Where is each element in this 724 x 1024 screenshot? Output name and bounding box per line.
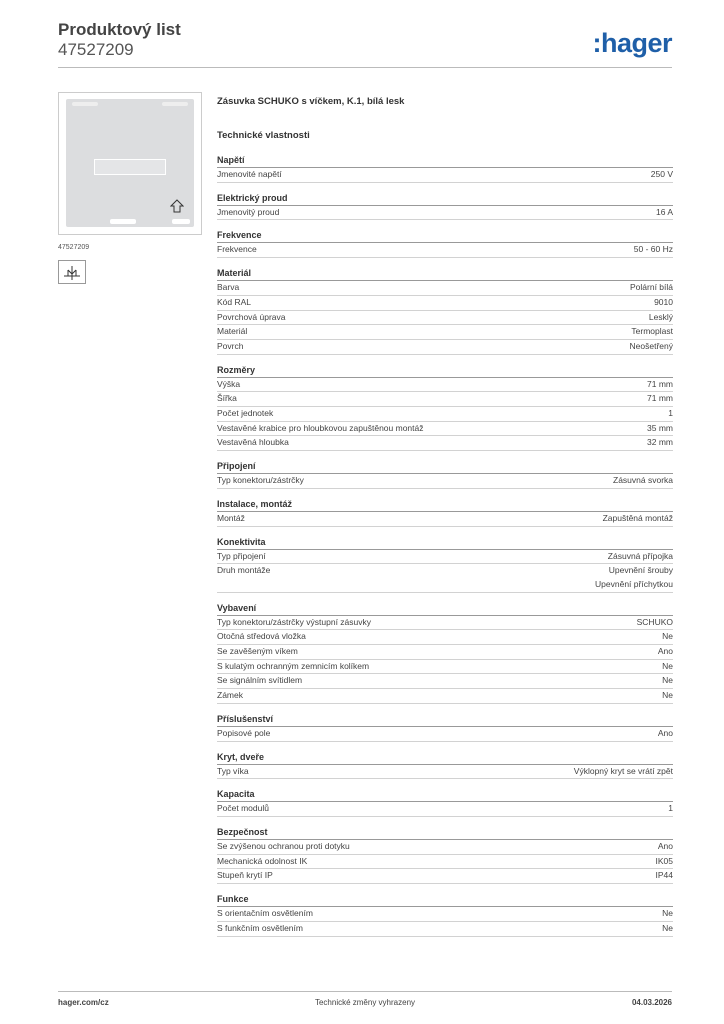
spec-value bbox=[668, 802, 673, 816]
spec-value-line: Ne bbox=[662, 675, 673, 686]
spec-label: Povrchová úprava bbox=[217, 311, 286, 322]
spec-label: Povrch bbox=[217, 340, 244, 351]
spec-value bbox=[647, 392, 673, 406]
arrow-up-icon bbox=[170, 199, 184, 213]
spec-label: Se signálním svítidlem bbox=[217, 675, 303, 686]
spec-label: Vestavěná hloubka bbox=[217, 437, 289, 448]
spec-row bbox=[217, 407, 673, 422]
spec-value-line: 35 mm bbox=[647, 422, 673, 433]
spec-row bbox=[217, 243, 673, 258]
spec-label: S kulatým ochranným zemnicím kolíkem bbox=[217, 660, 370, 671]
spec-group-title: Vybavení bbox=[217, 602, 673, 616]
spec-row bbox=[217, 512, 673, 527]
spec-value bbox=[656, 206, 673, 220]
spec-value-line: 1 bbox=[668, 408, 673, 419]
spec-group-title: Funkce bbox=[217, 893, 673, 907]
spec-value bbox=[595, 564, 673, 591]
spec-row bbox=[217, 727, 673, 742]
spec-group bbox=[217, 602, 673, 704]
spec-value bbox=[656, 869, 674, 883]
spec-row bbox=[217, 616, 673, 631]
spec-value-line: Ne bbox=[662, 690, 673, 701]
spec-label: Jmenovité napětí bbox=[217, 169, 282, 179]
spec-row bbox=[217, 168, 673, 183]
spec-value-line: 9010 bbox=[654, 296, 673, 307]
spec-value bbox=[658, 645, 673, 659]
spec-row bbox=[217, 311, 673, 326]
image-caption: 47527209 bbox=[58, 244, 90, 251]
spec-group bbox=[217, 267, 673, 355]
spec-group bbox=[217, 751, 673, 780]
spec-value bbox=[647, 436, 673, 450]
spec-value-line: 1 bbox=[668, 803, 673, 814]
spec-value-line: Upevnění šrouby bbox=[608, 565, 673, 576]
spec-group-title: Kapacita bbox=[217, 788, 673, 802]
spec-value-line: Neošetřený bbox=[629, 340, 673, 351]
spec-value bbox=[658, 840, 673, 854]
spec-row bbox=[217, 281, 673, 296]
spec-row bbox=[217, 660, 673, 675]
spec-value bbox=[668, 407, 673, 421]
spec-row bbox=[217, 550, 673, 565]
spec-value-line: Termoplast bbox=[631, 326, 673, 337]
spec-value-line: Zásuvná přípojka bbox=[607, 550, 673, 561]
flush-mount-symbol-icon bbox=[58, 260, 86, 284]
spec-value-line: Ne bbox=[662, 922, 673, 933]
spec-value bbox=[662, 689, 673, 703]
spec-label: Šířka bbox=[217, 393, 237, 404]
spec-group bbox=[217, 498, 673, 527]
spec-value-line: Ne bbox=[662, 908, 673, 919]
spec-value bbox=[630, 340, 673, 354]
spec-row bbox=[217, 296, 673, 311]
spec-row bbox=[217, 907, 673, 922]
spec-value-line: Lesklý bbox=[648, 311, 673, 322]
spec-value-line: Ne bbox=[662, 631, 673, 642]
spec-label: Otočná středová vložka bbox=[217, 631, 306, 642]
spec-label: Stupeň krytí IP bbox=[217, 870, 273, 881]
spec-label: Frekvence bbox=[217, 244, 257, 255]
spec-label: Zámek bbox=[217, 690, 243, 701]
spec-label: Jmenovitý proud bbox=[217, 206, 280, 217]
spec-value bbox=[613, 474, 673, 488]
spec-group bbox=[217, 713, 673, 742]
spec-group bbox=[217, 893, 673, 936]
spec-value-line: 71 mm bbox=[647, 393, 673, 404]
spec-group bbox=[217, 364, 673, 452]
footer-website-link[interactable]: hager.com/cz bbox=[58, 998, 109, 1007]
spec-value-line: IK05 bbox=[655, 855, 673, 866]
spec-value bbox=[649, 311, 673, 325]
hager-logo[interactable]: :hager bbox=[592, 28, 672, 58]
spec-value-line: 250 V bbox=[650, 169, 673, 179]
footer-divider bbox=[58, 991, 672, 992]
spec-value bbox=[647, 422, 673, 436]
spec-value-line: IP44 bbox=[655, 870, 673, 881]
spec-group bbox=[217, 536, 673, 593]
spec-row bbox=[217, 630, 673, 645]
spec-label: Typ víka bbox=[217, 765, 249, 776]
spec-row bbox=[217, 765, 673, 780]
spec-content bbox=[217, 96, 673, 946]
spec-group-title: Příslušenství bbox=[217, 713, 673, 727]
spec-value bbox=[608, 550, 673, 564]
header-divider bbox=[58, 67, 672, 68]
spec-group-title: Připojení bbox=[217, 460, 673, 474]
spec-value-line: Zásuvná svorka bbox=[613, 475, 673, 486]
spec-row bbox=[217, 869, 673, 884]
spec-group bbox=[217, 229, 673, 258]
spec-label: Kód RAL bbox=[217, 296, 252, 307]
spec-value bbox=[647, 378, 673, 392]
spec-group-title: Instalace, montáž bbox=[217, 498, 673, 512]
spec-value-line: Zapuštěná montáž bbox=[602, 512, 673, 523]
spec-group-title: Kryt, dveře bbox=[217, 751, 673, 765]
spec-row bbox=[217, 922, 673, 937]
spec-value bbox=[662, 922, 673, 936]
spec-group bbox=[217, 788, 673, 817]
page-title: Produktový list bbox=[58, 20, 181, 39]
spec-label: Počet jednotek bbox=[217, 408, 274, 419]
spec-value bbox=[574, 765, 673, 779]
product-code: 47527209 bbox=[58, 40, 134, 59]
spec-value bbox=[651, 168, 673, 182]
footer-notice: Technické změny vyhrazeny bbox=[314, 998, 416, 1007]
spec-value-line: Ano bbox=[657, 727, 673, 738]
footer-date: 04.03.2026 bbox=[631, 998, 672, 1007]
spec-value-line: Ano bbox=[657, 840, 673, 851]
spec-value bbox=[603, 512, 673, 526]
spec-value bbox=[658, 727, 673, 741]
spec-label: Typ konektoru/zástrčky výstupní zásuvky bbox=[217, 616, 372, 627]
spec-group-title: Konektivita bbox=[217, 536, 673, 550]
spec-row bbox=[217, 392, 673, 407]
spec-value-line: 32 mm bbox=[647, 437, 673, 448]
spec-group-title: Frekvence bbox=[217, 229, 673, 243]
spec-group bbox=[217, 826, 673, 884]
spec-row bbox=[217, 855, 673, 870]
spec-label: Se zvýšenou ochranou proti dotyku bbox=[217, 840, 350, 851]
page-header bbox=[58, 20, 181, 60]
spec-value bbox=[656, 855, 674, 869]
spec-value-line: SCHUKO bbox=[636, 616, 673, 627]
spec-row bbox=[217, 645, 673, 660]
spec-group-title: Materiál bbox=[217, 267, 673, 281]
section-title: Technické vlastnosti bbox=[217, 130, 310, 141]
spec-value bbox=[662, 660, 673, 674]
spec-value-line: 16 A bbox=[655, 206, 673, 217]
spec-label: Materiál bbox=[217, 326, 248, 337]
spec-label: Barva bbox=[217, 282, 240, 293]
spec-label: Mechanická odolnost IK bbox=[217, 855, 308, 866]
spec-value-line: 71 mm bbox=[647, 378, 673, 389]
spec-value-line: Ano bbox=[657, 646, 673, 657]
spec-row bbox=[217, 422, 673, 437]
spec-group bbox=[217, 154, 673, 183]
spec-value-line: Upevnění příchytkou bbox=[595, 578, 673, 589]
spec-value-line: Výklopný kryt se vrátí zpět bbox=[573, 765, 673, 776]
spec-label: Počet modulů bbox=[217, 803, 269, 814]
spec-value bbox=[631, 325, 673, 339]
spec-label: Typ připojení bbox=[217, 550, 266, 561]
spec-row bbox=[217, 436, 673, 451]
spec-row bbox=[217, 689, 673, 704]
spec-value bbox=[662, 630, 673, 644]
spec-row bbox=[217, 378, 673, 393]
spec-label: S orientačním osvětlením bbox=[217, 908, 313, 919]
spec-label: Druh montáže bbox=[217, 565, 271, 576]
label-field-slot bbox=[94, 159, 166, 175]
spec-row bbox=[217, 206, 673, 221]
spec-value-line: Polární bílá bbox=[630, 282, 673, 293]
spec-value bbox=[654, 296, 673, 310]
spec-label: Vestavěné krabice pro hloubkovou zapuštěnou montáž bbox=[217, 422, 424, 433]
spec-row bbox=[217, 474, 673, 489]
spec-label: S funkčním osvětlením bbox=[217, 922, 303, 933]
spec-value bbox=[662, 674, 673, 688]
spec-value-line: 50 - 60 Hz bbox=[633, 244, 673, 255]
spec-label: Výška bbox=[217, 378, 241, 389]
socket-illustration bbox=[66, 99, 194, 227]
spec-groups bbox=[217, 154, 673, 937]
product-image bbox=[58, 92, 202, 235]
spec-group-title: Bezpečnost bbox=[217, 826, 673, 840]
spec-row bbox=[217, 840, 673, 855]
spec-row bbox=[217, 325, 673, 340]
spec-row bbox=[217, 340, 673, 355]
spec-value bbox=[662, 907, 673, 921]
spec-row bbox=[217, 674, 673, 689]
spec-group bbox=[217, 192, 673, 221]
spec-group bbox=[217, 460, 673, 489]
spec-group-title: Elektrický proud bbox=[217, 192, 673, 206]
spec-group-title: Napětí bbox=[217, 154, 673, 168]
spec-value-line: Ne bbox=[662, 660, 673, 671]
spec-label: Montáž bbox=[217, 512, 245, 523]
spec-label: Se zavěšeným víkem bbox=[217, 646, 298, 657]
product-name: Zásuvka SCHUKO s víčkem, K.1, bílá lesk bbox=[217, 96, 405, 107]
spec-row bbox=[217, 564, 673, 592]
spec-value bbox=[634, 243, 673, 257]
spec-label: Popisové pole bbox=[217, 727, 271, 738]
spec-value bbox=[630, 281, 673, 295]
spec-group-title: Rozměry bbox=[217, 364, 673, 378]
spec-value bbox=[637, 616, 673, 630]
spec-label: Typ konektoru/zástrčky bbox=[217, 475, 304, 486]
spec-row bbox=[217, 802, 673, 817]
